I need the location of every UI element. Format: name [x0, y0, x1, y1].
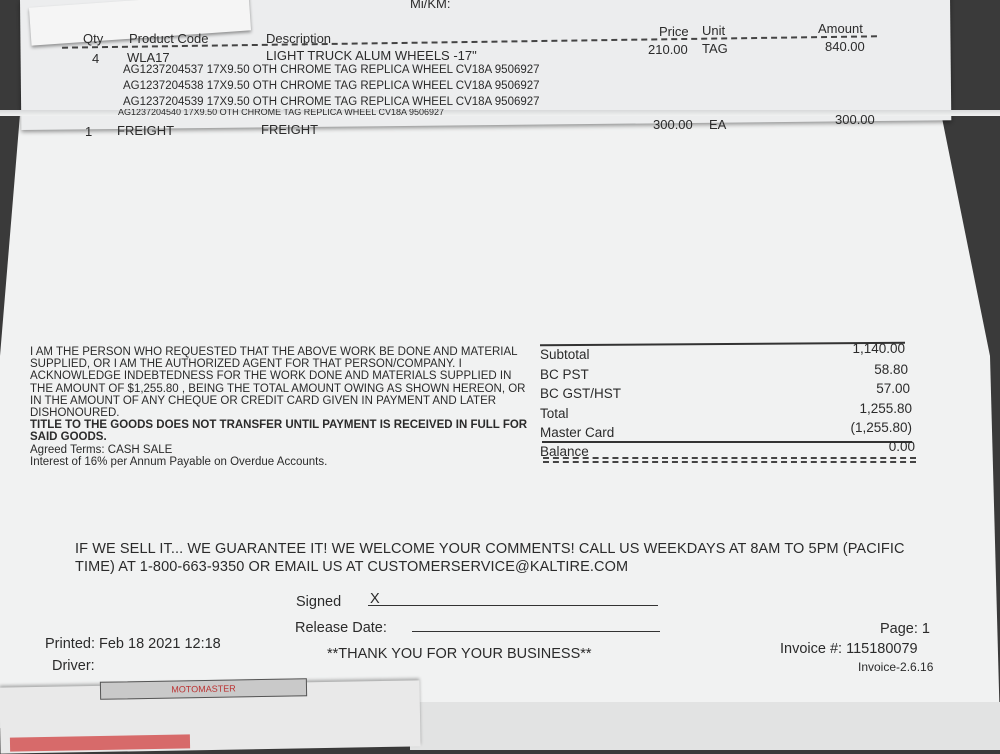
page-number: Page: 1 — [880, 621, 930, 637]
summary-value: 57.00 — [876, 381, 910, 396]
signed-label: Signed — [296, 594, 342, 610]
item-sub-line: AG1237204538 17X9.50 OTH CHROME TAG REPLICA WHEEL CV18A 9506927 — [123, 80, 540, 92]
legal-paragraph: I AM THE PERSON WHO REQUESTED THAT THE ABOVE WORK BE DONE AND MATERIAL SUPPLIED, OR I AM THE AUTHORIZED AGENT FOR THAT PERSON/COMPANY. I ACKNOWLEDGE INDEBTEDNESS FOR THE WORK DONE AND MATERIALS SUPPLIED IN THE AMOUNT OF $1,255.80 , BEING THE TOTAL AMOUNT OWING AS SHOWN HEREON, OR IN THE AMOUNT OF ANY CHEQUE OR CREDIT CARD GIVEN IN PAYMENT AND LATER DISHONOURED. — [30, 346, 526, 420]
underlying-paper — [410, 702, 1000, 750]
col-qty: Qty — [83, 31, 104, 46]
summary-total — [540, 401, 915, 421]
summary-gst — [540, 381, 915, 401]
signed-mark: X — [370, 591, 380, 607]
agreed-terms: Agreed Terms: CASH SALE — [30, 443, 173, 456]
balance-double-rule — [543, 457, 916, 459]
summary-balance-rule — [542, 441, 912, 443]
item-code: FREIGHT — [117, 123, 175, 138]
legal-bold: TITLE TO THE GOODS DOES NOT TRANSFER UNTIL PAYMENT IS RECEIVED IN FULL FOR SAID GOODS. — [30, 419, 528, 444]
printed-date: Printed: Feb 18 2021 12:18 — [45, 636, 221, 652]
item-sub-line: AG1237204539 17X9.50 OTH CHROME TAG REPLICA WHEEL CV18A 9506927 — [123, 96, 540, 108]
brand-label: MOTOMASTER — [100, 678, 307, 700]
interest-terms: Interest of 16% per Annum Payable on Overdue Accounts. — [30, 455, 328, 468]
summary-label: Balance — [540, 444, 589, 459]
mi-km-label: Mi/KM: — [410, 0, 451, 11]
guarantee-message: IF WE SELL IT... WE GUARANTEE IT! WE WELCOME YOUR COMMENTS! CALL US WEEKDAYS AT 8AM TO 5PM (PACIFIC TIME) AT 1-800-663-9350 OR EMAIL US AT CUSTOMERSERVICE@KALTIRE.COM — [75, 541, 905, 575]
summary-label: Subtotal — [540, 347, 590, 362]
item-description: FREIGHT — [261, 122, 319, 137]
release-date-line — [412, 631, 660, 632]
summary-value: 1,255.80 — [859, 401, 912, 416]
summary-label: Total — [540, 406, 569, 421]
item-description: LIGHT TRUCK ALUM WHEELS -17" — [266, 48, 477, 63]
col-product-code: Product Code — [129, 31, 209, 46]
item-price: 210.00 — [648, 42, 688, 57]
release-date-label: Release Date: — [295, 620, 387, 636]
invoice-version: Invoice-2.6.16 — [858, 660, 934, 674]
driver-label: Driver: — [52, 658, 95, 674]
balance-double-rule — [543, 461, 916, 463]
summary-value: 58.80 — [874, 362, 908, 377]
item-qty: 1 — [85, 124, 93, 139]
invoice-number: Invoice #: 115180079 — [780, 641, 918, 657]
col-price: Price — [659, 24, 689, 39]
summary-label: BC GST/HST — [540, 386, 622, 401]
item-amount: 300.00 — [835, 112, 875, 127]
col-description: Description — [266, 31, 332, 46]
item-sub-line: AG1237204540 17X9.50 OTH CHROME TAG REPLICA WHEEL CV18A 9506927 — [118, 109, 445, 115]
summary-value: (1,255.80) — [850, 420, 912, 435]
summary-value: 1,140.00 — [852, 341, 905, 356]
item-unit: EA — [709, 117, 727, 132]
summary-pst — [540, 362, 915, 382]
summary-mastercard — [540, 420, 915, 440]
summary-label: BC PST — [540, 367, 589, 382]
item-unit: TAG — [702, 41, 728, 56]
signature-line — [368, 605, 658, 606]
summary-value: 0.00 — [888, 439, 915, 454]
item-sub-line: AG1237204537 17X9.50 OTH CHROME TAG REPLICA WHEEL CV18A 9506927 — [123, 64, 540, 76]
summary-label: Master Card — [540, 425, 615, 440]
summary-subtotal — [540, 341, 915, 362]
col-unit: Unit — [702, 23, 726, 38]
item-price: 300.00 — [653, 117, 693, 132]
legal-text — [30, 346, 530, 468]
thank-you: **THANK YOU FOR YOUR BUSINESS** — [327, 646, 592, 662]
item-amount: 840.00 — [825, 39, 865, 54]
col-amount: Amount — [818, 21, 863, 36]
item-code: WLA17 — [127, 50, 170, 65]
item-qty: 4 — [92, 51, 100, 66]
